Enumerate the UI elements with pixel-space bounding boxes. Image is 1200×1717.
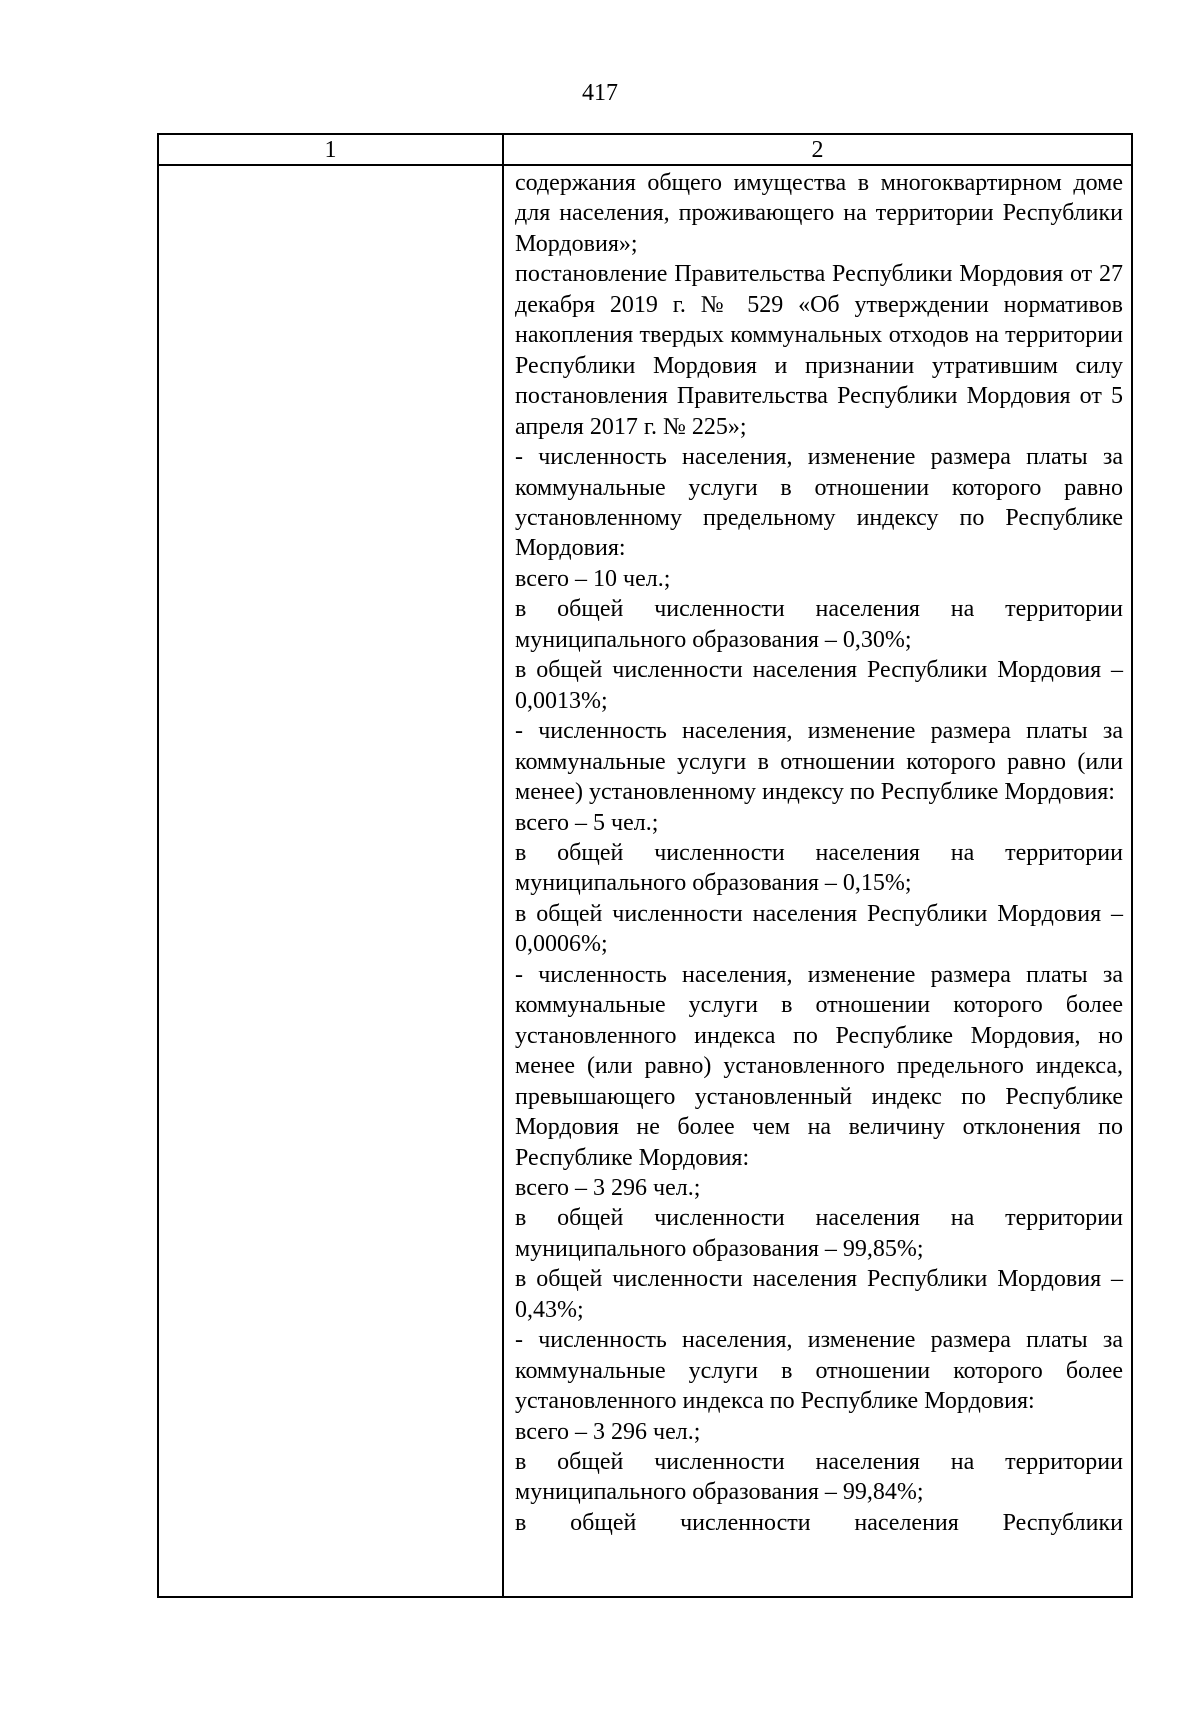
column-header-1: 1: [158, 134, 503, 165]
paragraph: - численность населения, изменение размера платы за коммунальные услуги в отношении которого более установленного индекса по Республике Мордовия, но менее (или равно) установленного предельного индекса, превышающего установленный индекс по Республике Мордовия не более чем на величину отклонения по Республике Мордовия:: [515, 961, 1123, 1171]
paragraph: - численность населения, изменение размера платы за коммунальные услуги в отношении которого равно (или менее) установленному индексу по Республике Мордовия:: [515, 718, 1123, 806]
paragraph: в общей численности населения Республики: [515, 1509, 1123, 1536]
paragraph: постановление Правительства Республики Мордовия от 27 декабря 2019 г. № 529 «Об утверждении нормативов накопления твердых коммунальных отходов на территории Республики Мордовия и признании утратившим силу постановления Правительства Республики Мордовия от 5 апреля 2017 г. № 225»;: [515, 261, 1123, 440]
paragraph: в общей численности населения на территории муниципального образования – 0,30%;: [515, 596, 1123, 653]
paragraph: всего – 3 296 чел.;: [515, 1174, 701, 1201]
column-2-cell: [503, 165, 1132, 1597]
column-1-cell: [158, 165, 503, 1597]
paragraph: в общей численности населения Республики Мордовия – 0,43%;: [515, 1266, 1123, 1323]
paragraph: в общей численности населения Республики Мордовия – 0,0006%;: [515, 900, 1123, 958]
table-header-row: [158, 134, 1132, 165]
paragraph: в общей численности населения на территории муниципального образования – 99,84%;: [515, 1449, 1123, 1506]
paragraph: - численность населения, изменение размера платы за коммунальные услуги в отношении которого равно установленному предельному индексу по Республике Мордовия:: [515, 444, 1123, 562]
column-header-2: 2: [503, 134, 1132, 165]
paragraph: содержания общего имущества в многоквартирном доме для населения, проживающего на территории Республики Мордовия»;: [515, 170, 1123, 257]
paragraph: всего – 10 чел.;: [515, 565, 671, 592]
paragraph: всего – 5 чел.;: [515, 809, 659, 836]
paragraph: всего – 3 296 чел.;: [515, 1418, 701, 1445]
table-row: [158, 165, 1132, 1597]
paragraph: в общей численности населения Республики Мордовия – 0,0013%;: [515, 657, 1123, 714]
paragraph: в общей численности населения на территории муниципального образования – 99,85%;: [515, 1205, 1123, 1262]
document-table: [157, 133, 1133, 1598]
page-number: 417: [582, 80, 618, 106]
paragraph: - численность населения, изменение размера платы за коммунальные услуги в отношении которого более установленного индекса по Республике Мордовия:: [515, 1327, 1123, 1415]
paragraph: в общей численности населения на территории муниципального образования – 0,15%;: [515, 839, 1123, 897]
